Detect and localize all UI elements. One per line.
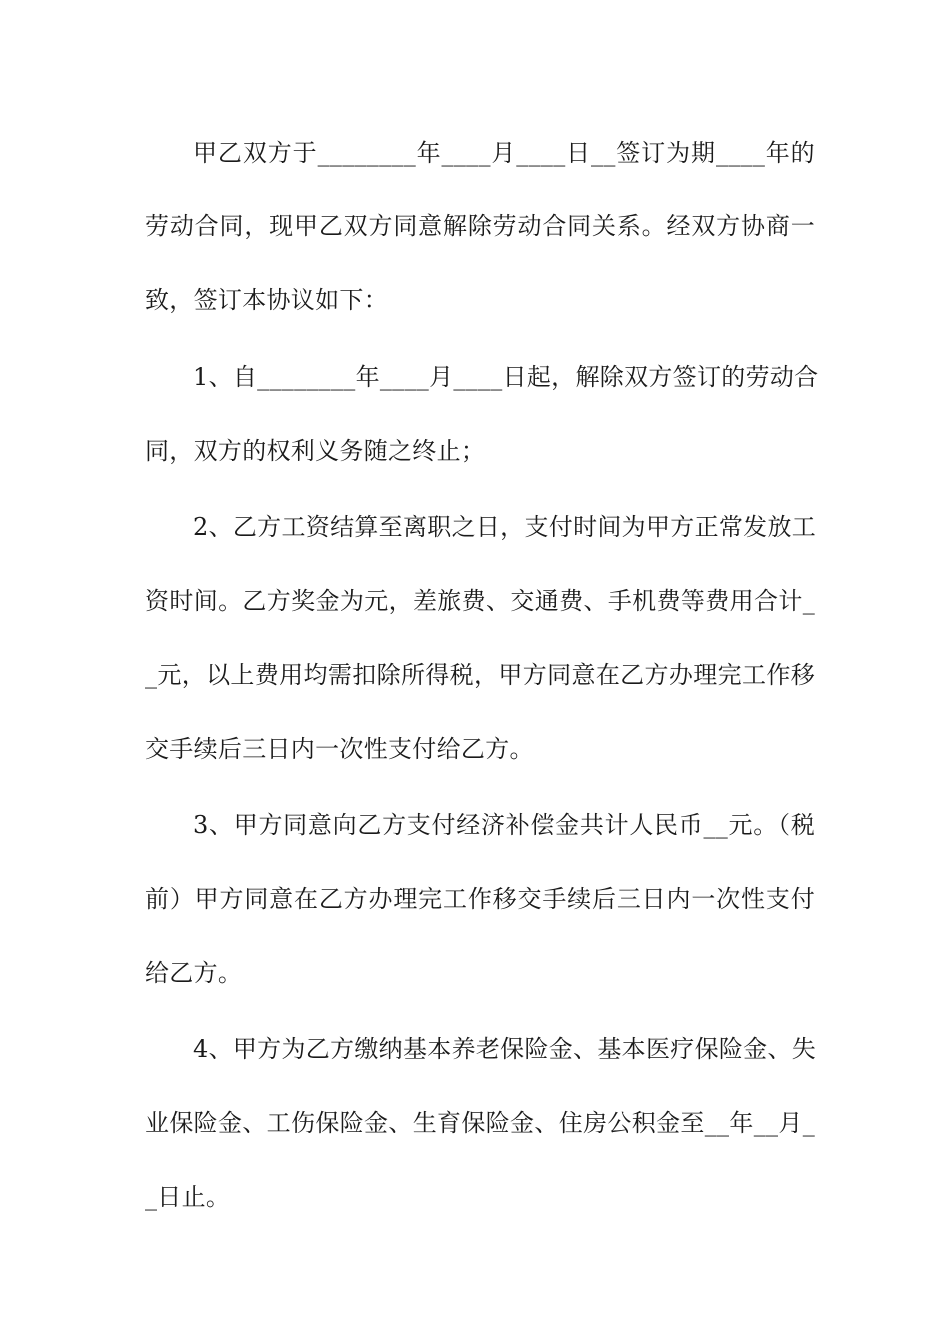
- clause-2-line-3: _元，以上费用均需扣除所得税，甲方同意在乙方办理完工作移: [145, 661, 815, 689]
- clause-3-line-2: 前）甲方同意在乙方办理完工作移交手续后三日内一次性支付: [145, 885, 815, 913]
- paragraph-intro-line-1: 甲乙双方于________年____月____日__签订为期____年的: [193, 139, 815, 167]
- paragraph-intro-line-3: 致，签订本协议如下：: [145, 286, 388, 314]
- paragraph-intro-line-2: 劳动合同，现甲乙双方同意解除劳动合同关系。经双方协商一: [145, 212, 815, 240]
- clause-1-line-1: 1、自________年____月____日起，解除双方签订的劳动合: [193, 363, 819, 391]
- clause-4-line-1: 4、甲方为乙方缴纳基本养老保险金、基本医疗保险金、失: [193, 1035, 817, 1063]
- clause-2-line-1: 2、乙方工资结算至离职之日，支付时间为甲方正常发放工: [193, 513, 817, 541]
- clause-2-line-4: 交手续后三日内一次性支付给乙方。: [145, 735, 534, 763]
- clause-1-line-2: 同，双方的权利义务随之终止；: [145, 437, 486, 465]
- clause-3-line-3: 给乙方。: [145, 959, 243, 987]
- clause-4-line-3: _日止。: [145, 1183, 231, 1211]
- clause-3-line-1: 3、甲方同意向乙方支付经济补偿金共计人民币__元。（税: [193, 811, 815, 839]
- clause-2-line-2: 资时间。乙方奖金为元，差旅费、交通费、手机费等费用合计_: [145, 587, 815, 615]
- clause-4-line-2: 业保险金、工伤保险金、生育保险金、住房公积金至__年__月_: [145, 1109, 815, 1137]
